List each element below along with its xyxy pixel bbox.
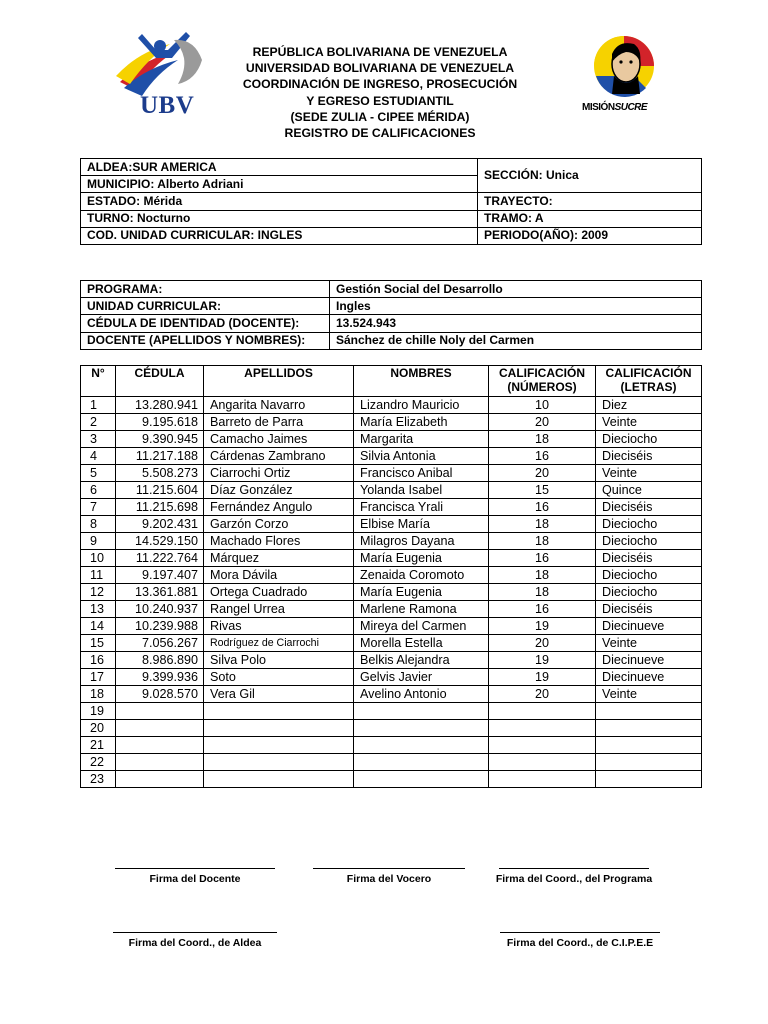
row-number-cell: 18: [81, 686, 116, 703]
row-number-cell: 16: [81, 652, 116, 669]
header-line: REGISTRO DE CALIFICACIONES: [284, 126, 476, 141]
docente-label: DOCENTE (APELLIDOS Y NOMBRES):: [81, 332, 330, 349]
nombres-cell: Morella Estella: [354, 635, 489, 652]
calificacion-numero-cell: 20: [489, 465, 596, 482]
calificacion-letras-cell: Veinte: [596, 414, 702, 431]
nombres-cell: Elbise María: [354, 516, 489, 533]
nombres-cell: [354, 771, 489, 788]
table-row: [81, 618, 702, 635]
table-row: [81, 567, 702, 584]
cedula-cell: 9.202.431: [116, 516, 204, 533]
calificacion-letras-cell: Dieciocho: [596, 516, 702, 533]
row-number-cell: 3: [81, 431, 116, 448]
calificacion-numero-cell: 16: [489, 601, 596, 618]
nombres-cell: Belkis Alejandra: [354, 652, 489, 669]
apellidos-cell: Angarita Navarro: [204, 397, 354, 414]
nombres-cell: Francisco Anibal: [354, 465, 489, 482]
table-row: [81, 771, 702, 788]
apellidos-cell: Ciarrochi Ortiz: [204, 465, 354, 482]
calificacion-letras-cell: [596, 771, 702, 788]
calificacion-numero-cell: 16: [489, 550, 596, 567]
table-row: [81, 635, 702, 652]
table-row: [81, 703, 702, 720]
calificacion-letras-cell: Dieciséis: [596, 550, 702, 567]
calificacion-letras-cell: [596, 754, 702, 771]
nombres-cell: [354, 720, 489, 737]
apellidos-cell: Rivas: [204, 618, 354, 635]
calificacion-numero-cell: 19: [489, 669, 596, 686]
calificacion-letras-cell: [596, 720, 702, 737]
nombres-cell: Francisca Yrali: [354, 499, 489, 516]
table-row: [81, 720, 702, 737]
header-calif-numeros-line2: (NÚMEROS): [507, 380, 577, 394]
apellidos-cell: Rangel Urrea: [204, 601, 354, 618]
signature-line: [499, 868, 649, 869]
calificacion-numero-cell: 20: [489, 686, 596, 703]
calificacion-numero-cell: 19: [489, 652, 596, 669]
municipio-cell: MUNICIPIO: Alberto Adriani: [81, 176, 478, 193]
unidad-curricular-label: UNIDAD CURRICULAR:: [81, 298, 330, 315]
apellidos-cell: Soto: [204, 669, 354, 686]
row-number-cell: 14: [81, 618, 116, 635]
calificacion-letras-cell: Dieciocho: [596, 584, 702, 601]
apellidos-cell: Márquez: [204, 550, 354, 567]
calificacion-numero-cell: 18: [489, 533, 596, 550]
cedula-cell: 11.215.604: [116, 482, 204, 499]
header-nombres: NOMBRES: [354, 366, 489, 397]
table-row: [81, 601, 702, 618]
calificacion-letras-cell: Diecinueve: [596, 618, 702, 635]
apellidos-cell: [204, 737, 354, 754]
apellidos-cell: [204, 703, 354, 720]
nombres-cell: Gelvis Javier: [354, 669, 489, 686]
apellidos-cell: [204, 720, 354, 737]
cedula-cell: [116, 771, 204, 788]
signature-docente-label: Firma del Docente: [149, 873, 241, 885]
cod-unidad-cell: COD. UNIDAD CURRICULAR: INGLES: [81, 227, 478, 244]
row-number-cell: 2: [81, 414, 116, 431]
calificacion-letras-cell: Dieciséis: [596, 499, 702, 516]
calificacion-numero-cell: 18: [489, 431, 596, 448]
calificacion-numero-cell: 16: [489, 499, 596, 516]
turno-cell: TURNO: Nocturno: [81, 210, 478, 227]
row-number-cell: 23: [81, 771, 116, 788]
row-number-cell: 17: [81, 669, 116, 686]
cedula-cell: 14.529.150: [116, 533, 204, 550]
nombres-cell: María Eugenia: [354, 550, 489, 567]
apellidos-cell: [204, 771, 354, 788]
calificacion-letras-cell: Veinte: [596, 635, 702, 652]
table-row: [81, 465, 702, 482]
unidad-curricular-value: Ingles: [330, 298, 702, 315]
row-number-cell: 11: [81, 567, 116, 584]
nombres-cell: Zenaida Coromoto: [354, 567, 489, 584]
header-line: Y EGRESO ESTUDIANTIL: [306, 93, 454, 108]
programa-value: Gestión Social del Desarrollo: [330, 281, 702, 298]
cedula-cell: 8.986.890: [116, 652, 204, 669]
calificacion-letras-cell: [596, 703, 702, 720]
table-row: [81, 737, 702, 754]
table-row: [81, 431, 702, 448]
row-number-cell: 10: [81, 550, 116, 567]
calificacion-letras-cell: Dieciocho: [596, 567, 702, 584]
header-calif-letras: [596, 366, 702, 397]
apellidos-cell: Silva Polo: [204, 652, 354, 669]
program-info-table: [80, 280, 702, 350]
signature-vocero: [312, 868, 466, 885]
table-row: [81, 533, 702, 550]
cedula-cell: [116, 703, 204, 720]
row-number-cell: 19: [81, 703, 116, 720]
calificacion-numero-cell: 18: [489, 584, 596, 601]
signature-coord-programa: [486, 868, 662, 885]
table-row: [81, 669, 702, 686]
cedula-cell: 13.361.881: [116, 584, 204, 601]
header-n: N°: [81, 366, 116, 397]
calificacion-numero-cell: 18: [489, 516, 596, 533]
row-number-cell: 7: [81, 499, 116, 516]
nombres-cell: Silvia Antonia: [354, 448, 489, 465]
sucre-portrait-icon: [584, 32, 664, 102]
cedula-cell: 10.239.988: [116, 618, 204, 635]
calificacion-letras-cell: Dieciocho: [596, 533, 702, 550]
calificacion-numero-cell: [489, 771, 596, 788]
apellidos-cell: Cárdenas Zambrano: [204, 448, 354, 465]
header-calif-numeros: [489, 366, 596, 397]
cedula-cell: 11.215.698: [116, 499, 204, 516]
header-line: UNIVERSIDAD BOLIVARIANA DE VENEZUELA: [245, 61, 515, 76]
estado-cell: ESTADO: Mérida: [81, 193, 478, 210]
grades-header-row: [81, 366, 702, 397]
document-header: [230, 44, 530, 141]
cedula-cell: 7.056.267: [116, 635, 204, 652]
apellidos-cell: Machado Flores: [204, 533, 354, 550]
apellidos-cell: Díaz González: [204, 482, 354, 499]
row-number-cell: 5: [81, 465, 116, 482]
row-number-cell: 6: [81, 482, 116, 499]
calificacion-numero-cell: 10: [489, 397, 596, 414]
cedula-cell: [116, 720, 204, 737]
signature-docente: [114, 868, 276, 885]
header-line: (SEDE ZULIA - CIPEE MÉRIDA): [290, 109, 470, 124]
table-row: [81, 686, 702, 703]
calificacion-numero-cell: [489, 737, 596, 754]
ubv-logo: [112, 30, 214, 122]
header-line: REPÚBLICA BOLIVARIANA DE VENEZUELA: [252, 45, 508, 59]
row-number-cell: 1: [81, 397, 116, 414]
table-row: [81, 499, 702, 516]
cedula-docente-label: CÉDULA DE IDENTIDAD (DOCENTE):: [81, 315, 330, 332]
signature-coord-programa-label: Firma del Coord., del Programa: [495, 873, 653, 885]
cedula-cell: 9.399.936: [116, 669, 204, 686]
apellidos-cell: Fernández Angulo: [204, 499, 354, 516]
table-row: [81, 482, 702, 499]
ubv-emblem-icon: [112, 30, 214, 100]
cedula-docente-value: 13.524.943: [330, 315, 702, 332]
grades-table: [80, 365, 702, 788]
signature-vocero-label: Firma del Vocero: [346, 873, 432, 885]
calificacion-letras-cell: Quince: [596, 482, 702, 499]
signature-line: [500, 932, 660, 933]
header-apellidos: APELLIDOS: [204, 366, 354, 397]
table-row: [81, 754, 702, 771]
nombres-cell: Margarita: [354, 431, 489, 448]
cedula-cell: 9.028.570: [116, 686, 204, 703]
nombres-cell: María Elizabeth: [354, 414, 489, 431]
apellidos-cell: Garzón Corzo: [204, 516, 354, 533]
signature-coord-aldea: [112, 932, 278, 949]
docente-value: Sánchez de chille Noly del Carmen: [330, 332, 702, 349]
header-line: COORDINACIÓN DE INGRESO, PROSECUCIÓN: [242, 77, 518, 92]
row-number-cell: 21: [81, 737, 116, 754]
cedula-cell: [116, 737, 204, 754]
programa-label: PROGRAMA:: [81, 281, 330, 298]
nombres-cell: [354, 754, 489, 771]
header-cedula: CÉDULA: [116, 366, 204, 397]
row-number-cell: 12: [81, 584, 116, 601]
header-calif-numeros-line1: CALIFICACIÓN: [499, 366, 585, 380]
cedula-cell: 13.280.941: [116, 397, 204, 414]
calificacion-letras-cell: Veinte: [596, 686, 702, 703]
calificacion-numero-cell: 15: [489, 482, 596, 499]
signature-coord-cipee-label: Firma del Coord., de C.I.P.E.E: [506, 937, 654, 949]
signature-line: [313, 868, 465, 869]
nombres-cell: Mireya del Carmen: [354, 618, 489, 635]
mision-label: MISIÓN: [582, 102, 615, 113]
nombres-cell: Yolanda Isabel: [354, 482, 489, 499]
calificacion-numero-cell: 19: [489, 618, 596, 635]
row-number-cell: 13: [81, 601, 116, 618]
cedula-cell: 10.240.937: [116, 601, 204, 618]
signature-line: [113, 932, 277, 933]
calificacion-numero-cell: 18: [489, 567, 596, 584]
apellidos-cell: Camacho Jaimes: [204, 431, 354, 448]
signature-coord-aldea-label: Firma del Coord., de Aldea: [128, 937, 262, 949]
table-row: [81, 414, 702, 431]
nombres-cell: Marlene Ramona: [354, 601, 489, 618]
cedula-cell: 11.222.764: [116, 550, 204, 567]
cedula-cell: 11.217.188: [116, 448, 204, 465]
calificacion-letras-cell: Dieciséis: [596, 601, 702, 618]
calificacion-numero-cell: [489, 754, 596, 771]
signature-coord-cipee: [494, 932, 666, 949]
row-number-cell: 15: [81, 635, 116, 652]
calificacion-numero-cell: [489, 703, 596, 720]
cedula-cell: 9.195.618: [116, 414, 204, 431]
table-row: [81, 652, 702, 669]
aldea-cell: ALDEA:SUR AMERICA: [81, 159, 478, 176]
nombres-cell: [354, 703, 489, 720]
row-number-cell: 22: [81, 754, 116, 771]
course-info-table: [80, 158, 702, 245]
calificacion-letras-cell: Diecinueve: [596, 669, 702, 686]
sucre-label: SUCRE: [614, 102, 648, 113]
apellidos-cell: Ortega Cuadrado: [204, 584, 354, 601]
apellidos-cell: Vera Gil: [204, 686, 354, 703]
ubv-logo-text: UBV: [140, 92, 195, 119]
calificacion-letras-cell: Dieciocho: [596, 431, 702, 448]
nombres-cell: [354, 737, 489, 754]
calificacion-numero-cell: 16: [489, 448, 596, 465]
calificacion-letras-cell: [596, 737, 702, 754]
row-number-cell: 8: [81, 516, 116, 533]
calificacion-numero-cell: 20: [489, 414, 596, 431]
table-row: [81, 584, 702, 601]
row-number-cell: 9: [81, 533, 116, 550]
cedula-cell: 9.197.407: [116, 567, 204, 584]
periodo-cell: PERIODO(AÑO): 2009: [478, 227, 702, 244]
trayecto-cell: TRAYECTO:: [478, 193, 702, 210]
header-calif-letras-line1: CALIFICACIÓN: [605, 366, 692, 380]
calificacion-numero-cell: 20: [489, 635, 596, 652]
table-row: [81, 397, 702, 414]
apellidos-cell: Mora Dávila: [204, 567, 354, 584]
calificacion-numero-cell: [489, 720, 596, 737]
apellidos-cell: [204, 754, 354, 771]
cedula-cell: 5.508.273: [116, 465, 204, 482]
table-row: [81, 516, 702, 533]
calificacion-letras-cell: Dieciséis: [596, 448, 702, 465]
cedula-cell: 9.390.945: [116, 431, 204, 448]
calificacion-letras-cell: Diez: [596, 397, 702, 414]
cedula-cell: [116, 754, 204, 771]
row-number-cell: 20: [81, 720, 116, 737]
nombres-cell: Avelino Antonio: [354, 686, 489, 703]
header-calif-letras-line2: (LETRAS): [620, 380, 677, 394]
calificacion-letras-cell: Veinte: [596, 465, 702, 482]
row-number-cell: 4: [81, 448, 116, 465]
table-row: [81, 550, 702, 567]
nombres-cell: Lizandro Mauricio: [354, 397, 489, 414]
mision-sucre-text: [582, 102, 647, 113]
apellidos-cell: Rodríguez de Ciarrochi: [204, 635, 354, 652]
seccion-cell: SECCIÓN: Unica: [478, 159, 702, 193]
table-row: [81, 448, 702, 465]
mision-sucre-logo: [584, 32, 664, 122]
nombres-cell: María Eugenia: [354, 584, 489, 601]
calificacion-letras-cell: Diecinueve: [596, 652, 702, 669]
nombres-cell: Milagros Dayana: [354, 533, 489, 550]
tramo-cell: TRAMO: A: [478, 210, 702, 227]
signature-line: [115, 868, 275, 869]
apellidos-cell: Barreto de Parra: [204, 414, 354, 431]
